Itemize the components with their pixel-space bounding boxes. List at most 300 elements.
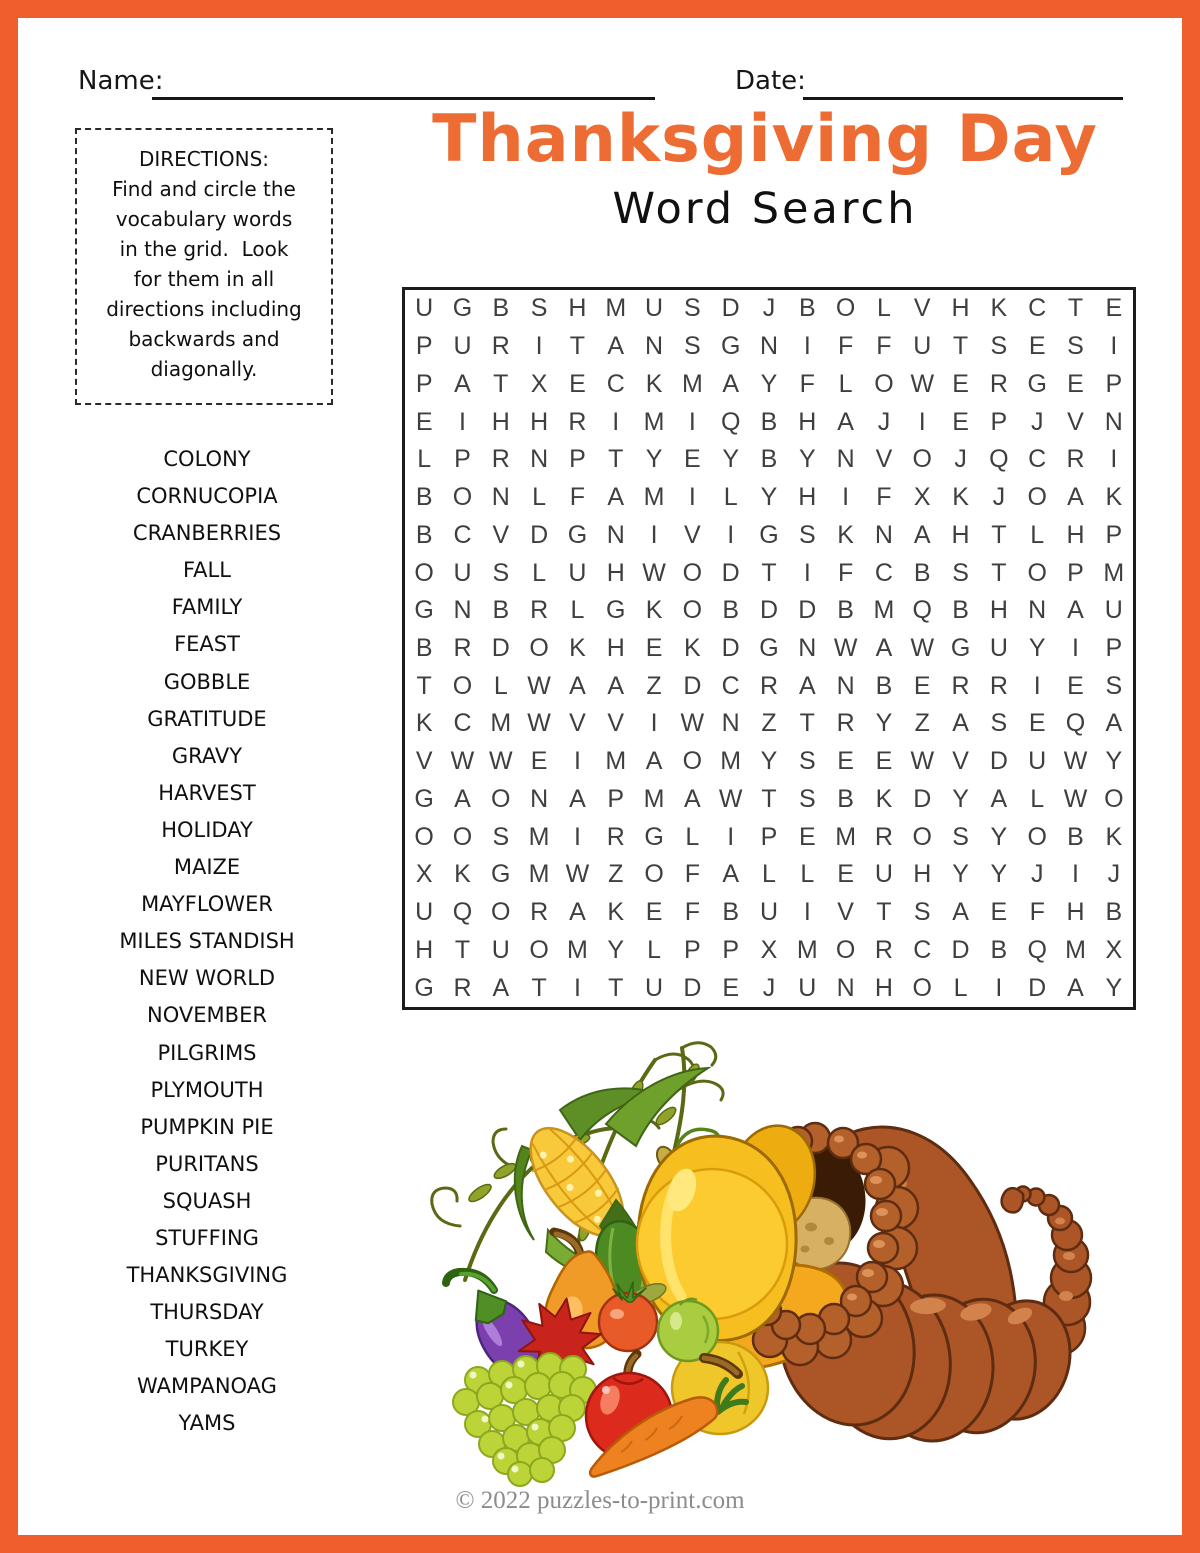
grid-cell: E	[1067, 671, 1084, 700]
grid-cell: A	[837, 407, 854, 436]
grid-cell: W	[1063, 784, 1088, 813]
word-list-item: FAMILY	[171, 595, 243, 620]
grid-cell: M	[873, 596, 895, 625]
grid-cell: A	[722, 369, 740, 398]
grid-cell: I	[650, 709, 658, 738]
grid-cell: I	[803, 898, 811, 927]
grid-cell: G	[606, 596, 626, 625]
grid-cell: V	[837, 898, 854, 927]
directions-line: directions including	[106, 297, 302, 321]
grid-cell: R	[989, 369, 1008, 398]
grid-cell: N	[453, 596, 472, 625]
grid-cell: T	[608, 445, 624, 474]
grid-cell: P	[760, 822, 778, 851]
grid-cell: T	[991, 558, 1007, 587]
grid-cell: L	[532, 483, 547, 512]
grid-cell: I	[573, 822, 581, 851]
grid-cell: I	[918, 407, 926, 436]
footer-copyright: © 2022 puzzles-to-print.com	[455, 1487, 745, 1514]
word-list-item: GOBBLE	[163, 669, 251, 694]
grid-cell: A	[492, 973, 510, 1002]
grid-cell: Y	[875, 709, 893, 738]
grid-cell: N	[1104, 407, 1123, 436]
grid-cell: I	[803, 558, 811, 587]
grid-cell: B	[415, 520, 433, 549]
grid-cell: U	[453, 558, 472, 587]
grid-cell: B	[990, 935, 1008, 964]
grid-cell: C	[453, 709, 472, 738]
grid-cell: W	[642, 558, 666, 587]
grid-cell: L	[800, 860, 815, 889]
grid-cell: M	[490, 709, 512, 738]
grid-cell: I	[688, 483, 696, 512]
grid-cell: R	[759, 671, 779, 700]
page-title: Thanksgiving Day	[432, 102, 1098, 177]
grid-cell: Y	[722, 445, 740, 474]
grid-cell: B	[952, 596, 969, 625]
grid-cell: I	[1033, 671, 1041, 700]
grid-cell: S	[990, 332, 1008, 361]
grid-cell: B	[798, 294, 816, 323]
grid-cell: M	[1065, 935, 1086, 964]
grid-cell: W	[833, 633, 858, 662]
grid-cell: E	[990, 898, 1008, 927]
word-list-item: NOVEMBER	[147, 1003, 267, 1028]
grid-cell: O	[912, 822, 932, 851]
grid-cell: I	[1110, 445, 1118, 474]
grid-cell: A	[1067, 483, 1084, 512]
grid-cell: K	[837, 520, 854, 549]
grid-cell: B	[1105, 898, 1123, 927]
directions-line: vocabulary words	[115, 207, 293, 231]
grid-cell: M	[528, 822, 550, 851]
grid-cell: G	[1027, 369, 1047, 398]
word-list-item: PILGRIMS	[157, 1040, 257, 1065]
grid-cell: E	[645, 898, 663, 927]
grid-cell: B	[913, 558, 931, 587]
grid-cell: L	[723, 483, 738, 512]
word-list-item: GRAVY	[171, 743, 243, 768]
grid-cell: D	[721, 633, 740, 662]
grid-cell: A	[990, 784, 1008, 813]
grid-cell: U	[568, 558, 587, 587]
grid-cell: L	[532, 558, 547, 587]
grid-cell: E	[1028, 709, 1046, 738]
grid-cell: H	[606, 633, 625, 662]
grid-cell: U	[453, 332, 472, 361]
grid-cell: V	[1067, 407, 1084, 436]
grid-cell: G	[644, 822, 664, 851]
word-list-item: FEAST	[174, 632, 240, 657]
grid-cell: O	[529, 633, 549, 662]
grid-cell: Y	[645, 445, 663, 474]
grid-cell: L	[647, 935, 661, 964]
grid-cell: J	[1107, 860, 1121, 889]
word-list	[58, 441, 356, 1443]
grid-cell: D	[759, 596, 779, 625]
grid-cell: I	[803, 332, 811, 361]
grid-cell: Q	[989, 445, 1009, 474]
grid-cell: H	[874, 973, 893, 1002]
grid-cell: M	[720, 747, 742, 776]
grid-cell: A	[607, 332, 625, 361]
grid-cell: H	[913, 860, 932, 889]
grid-cell: I	[1072, 860, 1079, 889]
grid-cell: E	[837, 860, 854, 889]
grid-cell: M	[528, 860, 550, 889]
grid-cell: Q	[1065, 709, 1086, 738]
grid-cell: O	[874, 369, 894, 398]
grid-cell: E	[1105, 294, 1123, 323]
grid-cell: P	[454, 445, 471, 474]
grid-cell: W	[910, 633, 935, 662]
grid-cell: T	[493, 369, 509, 398]
grid-cell: L	[953, 973, 968, 1002]
grid-cell: Y	[798, 445, 816, 474]
grid-cell: G	[759, 520, 779, 549]
grid-cell: S	[1105, 671, 1123, 700]
grid-cell: J	[1030, 407, 1044, 436]
grid-cell: S	[952, 822, 969, 851]
grid-cell: E	[798, 822, 816, 851]
grid-cell: B	[760, 407, 778, 436]
grid-cell: V	[415, 747, 433, 776]
grid-cell: R	[989, 671, 1008, 700]
grid-cell: U	[645, 973, 664, 1002]
grid-cell: Y	[990, 822, 1008, 851]
grid-cell: T	[1067, 294, 1084, 323]
grid-cell: T	[761, 784, 777, 813]
word-list-item: STUFFING	[155, 1225, 259, 1250]
grid-cell: R	[491, 332, 510, 361]
grid-cell: L	[685, 822, 700, 851]
grid-cell: R	[453, 973, 472, 1002]
grid-cell: Y	[1105, 747, 1123, 776]
grid-cell: R	[836, 709, 855, 738]
grid-cell: N	[798, 633, 817, 662]
word-list-item: GRATITUDE	[147, 706, 267, 731]
grid-cell: Y	[760, 747, 778, 776]
grid-cell: M	[643, 483, 665, 512]
directions-line: backwards and	[128, 327, 280, 351]
grid-cell: Q	[1027, 935, 1047, 964]
grid-cell: P	[1105, 369, 1123, 398]
grid-cell: J	[877, 407, 891, 436]
green-apple	[658, 1299, 718, 1361]
grid-cell: U	[491, 935, 510, 964]
grid-cell: P	[722, 935, 740, 964]
grid-cell: K	[569, 633, 586, 662]
grid-cell: R	[530, 596, 549, 625]
grid-cell: O	[414, 822, 434, 851]
grid-cell: A	[798, 671, 816, 700]
grid-cell: U	[989, 633, 1008, 662]
grid-cell: S	[913, 898, 931, 927]
grid-cell: R	[491, 445, 510, 474]
grid-cell: A	[1067, 596, 1084, 625]
grid-cell: H	[989, 596, 1008, 625]
grid-cell: O	[912, 445, 932, 474]
word-list-item: SQUASH	[162, 1188, 252, 1213]
word-list-item: CRANBERRIES	[132, 521, 282, 546]
grid-cell: H	[1066, 520, 1085, 549]
grid-cell: R	[606, 822, 625, 851]
grid-cell: M	[681, 369, 703, 398]
grid-cell: O	[452, 483, 473, 512]
grid-cell: E	[1028, 332, 1046, 361]
grid-cell: P	[1067, 558, 1084, 587]
grid-cell: E	[684, 445, 701, 474]
grid-cell: B	[837, 784, 854, 813]
grid-cell: G	[414, 596, 434, 625]
grid-cell: F	[1029, 898, 1045, 927]
grid-cell: V	[913, 294, 931, 323]
word-list-item: WAMPANOAG	[137, 1374, 277, 1399]
word-list-item: NEW WORLD	[138, 966, 276, 991]
grid-cell: X	[913, 483, 931, 512]
grid-cell: R	[1066, 445, 1085, 474]
grid-cell: X	[1105, 935, 1123, 964]
grid-cell: D	[913, 784, 932, 813]
grid-cell: D	[798, 596, 817, 625]
word-list-item: HARVEST	[158, 780, 256, 805]
grid-cell: N	[836, 973, 855, 1002]
grid-cell: W	[527, 709, 551, 738]
grid-cell: T	[608, 973, 624, 1002]
grid-cell: P	[569, 445, 586, 474]
grid-cell: P	[684, 935, 701, 964]
grid-cell: N	[759, 332, 779, 361]
grid-cell: N	[721, 709, 740, 738]
grid-cell: Y	[952, 784, 969, 813]
grid-cell: H	[530, 407, 549, 436]
grid-cell: K	[607, 898, 625, 927]
grid-cell: G	[414, 784, 434, 813]
grid-cell: H	[568, 294, 587, 323]
grid-cell: R	[951, 671, 970, 700]
grid-cell: U	[759, 898, 779, 927]
grid-cell: I	[612, 407, 620, 436]
grid-cell: Q	[452, 898, 473, 927]
grid-cell: W	[565, 860, 590, 889]
word-search-grid	[402, 287, 1136, 1010]
grid-cell: I	[1110, 332, 1118, 361]
grid-cell: O	[644, 860, 664, 889]
grid-cell: V	[607, 709, 625, 738]
grid-cell: E	[837, 747, 854, 776]
grid-cell: X	[530, 369, 548, 398]
grid-cell: I	[535, 332, 543, 361]
grid-cell: Q	[720, 407, 741, 436]
grid-cell: A	[569, 898, 586, 927]
grid-cell: M	[1103, 558, 1125, 587]
grid-cell: V	[684, 520, 701, 549]
grid-cell: O	[912, 973, 932, 1002]
grid-cell: O	[835, 294, 856, 323]
grid-cell: A	[722, 860, 740, 889]
grid-cell: W	[910, 747, 935, 776]
grid-cell: A	[1105, 709, 1123, 738]
grid-cell: I	[688, 407, 696, 436]
grid-cell: M	[605, 294, 627, 323]
grid-cell: R	[874, 822, 893, 851]
grid-cell: S	[684, 332, 701, 361]
grid-cell: C	[913, 935, 932, 964]
grid-cell: A	[1067, 973, 1084, 1002]
grid-cell: K	[952, 483, 969, 512]
grid-cell: D	[951, 935, 970, 964]
grid-cell: S	[798, 747, 816, 776]
grid-cell: Y	[1028, 633, 1046, 662]
grid-cell: C	[721, 671, 740, 700]
grid-cell: G	[414, 973, 434, 1002]
grid-cell: F	[684, 860, 700, 889]
grid-cell: H	[415, 935, 434, 964]
grid-cell: A	[913, 520, 931, 549]
grid-cell: K	[645, 596, 663, 625]
grid-cell: T	[876, 898, 892, 927]
grid-cell: H	[1066, 898, 1085, 927]
grid-cell: L	[417, 445, 432, 474]
grid-cell: T	[991, 520, 1007, 549]
grid-cell: W	[680, 709, 705, 738]
grid-cell: K	[684, 633, 701, 662]
grid-cell: N	[874, 520, 893, 549]
grid-cell: O	[452, 671, 473, 700]
grid-cell: A	[645, 747, 663, 776]
grid-cell: R	[453, 633, 472, 662]
grid-cell: W	[718, 784, 743, 813]
grid-cell: L	[762, 860, 776, 889]
grid-cell: F	[684, 898, 700, 927]
grid-cell: H	[606, 558, 625, 587]
grid-cell: M	[835, 822, 857, 851]
grid-cell: T	[761, 558, 777, 587]
grid-cell: S	[492, 822, 510, 851]
grid-cell: T	[416, 671, 432, 700]
grid-cell: M	[643, 784, 665, 813]
grid-cell: G	[567, 520, 588, 549]
name-field[interactable]	[152, 66, 655, 100]
grid-cell: T	[952, 332, 969, 361]
grid-cell: P	[1105, 633, 1123, 662]
grid-cell: J	[762, 973, 776, 1002]
grid-cell: N	[1028, 596, 1047, 625]
grid-cell: L	[570, 596, 585, 625]
name-label: Name:	[78, 66, 164, 96]
grid-cell: G	[491, 860, 511, 889]
grid-cell: U	[415, 294, 434, 323]
word-list-item: MILES STANDISH	[119, 929, 295, 954]
grid-cell: M	[643, 407, 665, 436]
grid-cell: L	[876, 294, 891, 323]
grid-cell: O	[682, 747, 703, 776]
grid-cell: S	[798, 784, 816, 813]
grid-cell: O	[491, 898, 511, 927]
date-field[interactable]	[803, 66, 1123, 100]
grid-cell: L	[838, 369, 853, 398]
grid-cell: S	[990, 709, 1008, 738]
grid-cell: J	[954, 445, 967, 474]
grid-cell: I	[1072, 633, 1079, 662]
grid-cell: V	[492, 520, 510, 549]
grid-cell: A	[875, 633, 893, 662]
grid-cell: I	[573, 747, 581, 776]
grid-cell: X	[415, 860, 433, 889]
grid-cell: U	[415, 898, 434, 927]
grid-cell: S	[684, 294, 701, 323]
grid-cell: N	[836, 671, 855, 700]
grid-cell: U	[645, 294, 664, 323]
grid-cell: Y	[1105, 973, 1123, 1002]
grid-cell: B	[492, 596, 510, 625]
grid-cell: F	[837, 332, 854, 361]
grid-cell: H	[491, 407, 510, 436]
grid-cell: O	[1027, 483, 1047, 512]
grid-cell: E	[569, 369, 586, 398]
grid-cell: Z	[761, 709, 777, 738]
grid-cell: E	[952, 407, 969, 436]
word-list-item: MAIZE	[173, 855, 241, 880]
grid-cell: I	[650, 520, 658, 549]
grid-cell: Y	[760, 483, 778, 512]
grid-cell: E	[415, 407, 433, 436]
grid-cell: K	[645, 369, 663, 398]
grid-cell: I	[842, 483, 850, 512]
grid-cell: Y	[952, 860, 969, 889]
grid-cell: O	[835, 935, 856, 964]
grid-cell: S	[798, 520, 816, 549]
grid-cell: N	[836, 445, 855, 474]
grid-cell: D	[721, 558, 740, 587]
grid-cell: I	[727, 520, 735, 549]
word-list-item: COLONY	[163, 447, 251, 471]
grid-cell: C	[1028, 445, 1047, 474]
grid-cell: E	[952, 369, 969, 398]
grid-cell: Z	[914, 709, 930, 738]
grid-cell: I	[458, 407, 466, 436]
grid-cell: L	[1030, 520, 1045, 549]
grid-cell: C	[606, 369, 625, 398]
grid-cell: V	[952, 747, 969, 776]
grid-cell: T	[454, 935, 471, 964]
directions-heading: DIRECTIONS:	[138, 147, 270, 171]
grid-cell: P	[415, 369, 433, 398]
grid-cell: O	[682, 596, 703, 625]
grid-cell: K	[1105, 822, 1123, 851]
directions-box	[75, 128, 333, 405]
grid-cell: R	[530, 898, 549, 927]
word-list-item: CORNUCOPIA	[136, 484, 278, 509]
grid-cell: W	[527, 671, 551, 700]
grid-cell: A	[454, 784, 471, 813]
grid-cell: O	[1027, 558, 1047, 587]
grid-cell: W	[910, 369, 935, 398]
title-block	[390, 104, 1140, 233]
grid-cell: Y	[760, 369, 778, 398]
grid-cell: O	[682, 558, 703, 587]
grid-cell: C	[874, 558, 893, 587]
grid-cell: A	[569, 784, 586, 813]
grid-cell: H	[798, 483, 817, 512]
grid-cell: A	[952, 709, 969, 738]
grid-cell: B	[837, 596, 854, 625]
grid-cell: T	[531, 973, 547, 1002]
grid-cell: B	[415, 483, 433, 512]
grid-cell: L	[1030, 784, 1045, 813]
grid-cell: B	[492, 294, 510, 323]
word-list-item: FALL	[183, 558, 231, 583]
